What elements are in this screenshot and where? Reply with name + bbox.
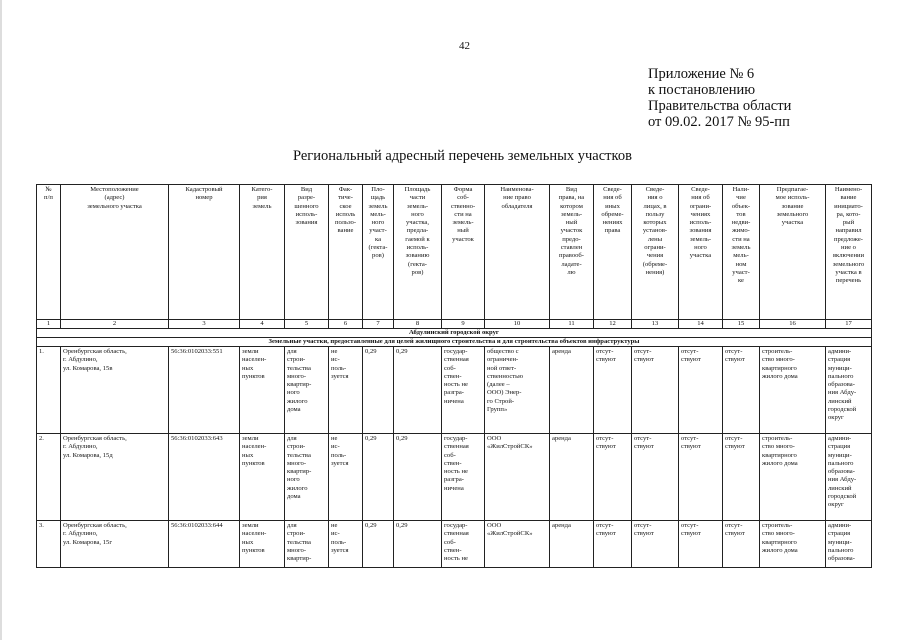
column-number: 5 <box>285 320 329 329</box>
header-cell: Катего- рия земель <box>240 185 285 320</box>
right-type-cell: аренда <box>550 347 594 434</box>
land-plots-table <box>36 184 872 568</box>
table-row <box>37 347 872 434</box>
right-type-cell: аренда <box>550 521 594 568</box>
section-row <box>37 329 872 338</box>
column-number: 12 <box>594 320 632 329</box>
intended-use-cell: строитель- ство много- квартирного жилого дома <box>760 521 826 568</box>
real-estate-cell: отсут- ствуют <box>723 347 760 434</box>
header-cell: № п/п <box>37 185 61 320</box>
permitted-use-cell: для строи- тельства много- квартир- ного жилого дома <box>285 347 329 434</box>
header-cell: Сведе- ния об ограни- чениях исполь- зования земель- ного участка <box>679 185 723 320</box>
initiator-cell: админи- страция муници- пального образова- ния Абду- линский городской округ <box>826 434 872 521</box>
beneficiaries-cell: отсут- ствуют <box>632 347 679 434</box>
cadastral-cell: 56:36:0102033:644 <box>169 521 240 568</box>
holder-cell: общество с ограничен- ной ответ- ственностью (далее – ООО) Энер- го Строй- Групп» <box>485 347 550 434</box>
header-cell: Фак- тиче- ское исполь пользо- вание <box>329 185 363 320</box>
holder-cell: ООО «ЖилСтройСК» <box>485 434 550 521</box>
part-area-cell: 0,29 <box>394 521 442 568</box>
address-cell: Оренбургская область, г. Абдулино, ул. Комарова, 15в <box>61 347 169 434</box>
area-cell: 0,29 <box>363 521 394 568</box>
initiator-cell: админи- страция муници- пального образова- ния Абду- линский городской округ <box>826 347 872 434</box>
subsection-title: Земельные участки, предоставленные для целей жилищного строительства и для строительства объектов инфраструктуры <box>37 338 872 347</box>
header-cell: Вид разре- шенного исполь- зования <box>285 185 329 320</box>
document-title: Региональный адресный перечень земельных участков <box>293 148 632 164</box>
intended-use-cell: строитель- ство много- квартирного жилого дома <box>760 347 826 434</box>
header-row <box>37 185 872 320</box>
header-cell: Форма соб- ственно- сти на земель- ный участок <box>442 185 485 320</box>
cadastral-cell: 56:36:0102033:643 <box>169 434 240 521</box>
column-number: 4 <box>240 320 285 329</box>
ownership-cell: государ- ственная соб- ствен- ность не <box>442 521 485 568</box>
section-title: Абдулинский городской округ <box>37 329 872 338</box>
page-number: 42 <box>459 40 470 52</box>
row-number: 1. <box>37 347 61 434</box>
actual-use-cell: не ис- поль- зуется <box>329 347 363 434</box>
appendix-line-2: к постановлению <box>648 82 756 98</box>
cadastral-cell: 56:36:0102033:551 <box>169 347 240 434</box>
beneficiaries-cell: отсут- ствуют <box>632 434 679 521</box>
permitted-use-cell: для строи- тельства много- квартир- <box>285 521 329 568</box>
address-cell: Оренбургская область, г. Абдулино, ул. Комарова, 15г <box>61 521 169 568</box>
appendix-block <box>648 66 791 130</box>
header-cell: Предпагае- мое исполь- зование земельного участка <box>760 185 826 320</box>
real-estate-cell: отсут- ствуют <box>723 434 760 521</box>
actual-use-cell: не ис- поль- зуется <box>329 521 363 568</box>
header-cell: Площадь части земель- ного участка, предла- гаемой к исполь- зованию (гекта- ров) <box>394 185 442 320</box>
header-cell: Сведе- ния о лицах, в пользу которых установ- лены ограни- чения (обреме- нения) <box>632 185 679 320</box>
appendix-line-3: Правительства области <box>648 98 792 114</box>
header-cell: Пло- щадь земель мель- ного участ- ка (гекта- ров) <box>363 185 394 320</box>
category-cell: земли населен- ных пунктов <box>240 434 285 521</box>
column-number: 17 <box>826 320 872 329</box>
header-cell: Сведе- ния об иных обреме- нениях права <box>594 185 632 320</box>
encumbrances-cell: отсут- ствуют <box>594 347 632 434</box>
restrictions-cell: отсут- ствуют <box>679 521 723 568</box>
header-cell: Местоположение (адрес) земельного участка <box>61 185 169 320</box>
actual-use-cell: не ис- поль- зуется <box>329 434 363 521</box>
column-number: 7 <box>363 320 394 329</box>
area-cell: 0,29 <box>363 434 394 521</box>
column-number: 14 <box>679 320 723 329</box>
row-number: 2. <box>37 434 61 521</box>
column-number: 3 <box>169 320 240 329</box>
row-number: 3. <box>37 521 61 568</box>
restrictions-cell: отсут- ствуют <box>679 347 723 434</box>
column-number: 11 <box>550 320 594 329</box>
column-number: 2 <box>61 320 169 329</box>
column-number: 10 <box>485 320 550 329</box>
ownership-cell: государ- ственная соб- ствен- ность не разгра- ничена <box>442 434 485 521</box>
intended-use-cell: строитель- ство много- квартирного жилого дома <box>760 434 826 521</box>
subsection-row <box>37 338 872 347</box>
permitted-use-cell: для строи- тельства много- квартир- ного жилого дома <box>285 434 329 521</box>
column-number: 1 <box>37 320 61 329</box>
restrictions-cell: отсут- ствуют <box>679 434 723 521</box>
table-row <box>37 521 872 568</box>
appendix-line-1: Приложение № 6 <box>648 66 755 82</box>
header-cell: Наименова- ние право обладателя <box>485 185 550 320</box>
table-row <box>37 434 872 521</box>
beneficiaries-cell: отсут- ствуют <box>632 521 679 568</box>
initiator-cell: админи- страция муници- пального образова- <box>826 521 872 568</box>
column-number: 6 <box>329 320 363 329</box>
ownership-cell: государ- ственная соб- ствен- ность не разгра- ничена <box>442 347 485 434</box>
holder-cell: ООО «ЖилСтройСК» <box>485 521 550 568</box>
encumbrances-cell: отсут- ствуют <box>594 434 632 521</box>
column-number: 16 <box>760 320 826 329</box>
column-number: 8 <box>394 320 442 329</box>
header-cell: Нали- чие объек- тов недви- жимо- сти на земель мель- ном участ- ке <box>723 185 760 320</box>
category-cell: земли населен- ных пунктов <box>240 521 285 568</box>
column-number-row <box>37 320 872 329</box>
real-estate-cell: отсут- ствуют <box>723 521 760 568</box>
appendix-date-line: от 09.02. 2017 № 95-пп <box>648 114 790 130</box>
part-area-cell: 0,29 <box>394 347 442 434</box>
category-cell: земли населен- ных пунктов <box>240 347 285 434</box>
right-type-cell: аренда <box>550 434 594 521</box>
column-number: 15 <box>723 320 760 329</box>
column-number: 9 <box>442 320 485 329</box>
header-cell: Вид права, на котором земель- ный участок предо- ставлен правооб- ладате- лю <box>550 185 594 320</box>
page-edge-shadow <box>0 0 2 640</box>
address-cell: Оренбургская область, г. Абдулино, ул. Комарова, 15д <box>61 434 169 521</box>
encumbrances-cell: отсут- ствуют <box>594 521 632 568</box>
part-area-cell: 0,29 <box>394 434 442 521</box>
area-cell: 0,29 <box>363 347 394 434</box>
header-cell: Кадастровый номер <box>169 185 240 320</box>
column-number: 13 <box>632 320 679 329</box>
header-cell: Наимено- вание инициато- ра, кото- рый направил предложе- ние о включении земельного участка в перечень <box>826 185 872 320</box>
